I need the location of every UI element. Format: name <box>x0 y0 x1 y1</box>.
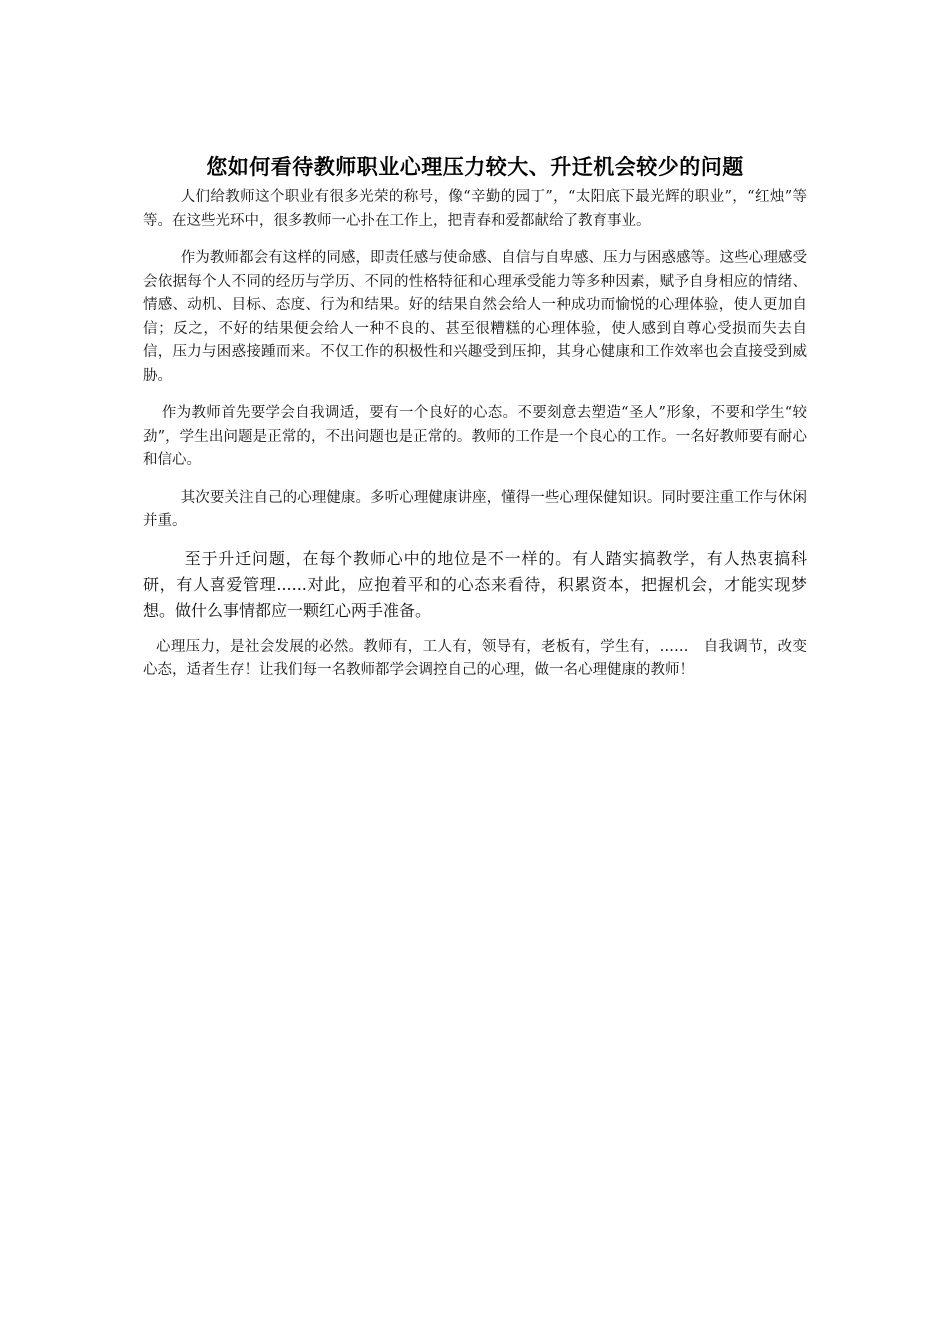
document-body <box>143 152 807 683</box>
paragraph-teacher-feelings: 作为教师都会有这样的同感，即责任感与使命感、自信与自卑感、压力与困惑感等。这些心理感受会依据每个人不同的经历与学历、不同的性格特征和心理承受能力等多种因素，赋予自身相应的情绪、情感、动机、目标、态度、行为和结果。好的结果自然会给人一种成功而愉悦的心理体验，使人更加自信；反之，不好的结果便会给人一种不良的、甚至很糟糕的心理体验，使人感到自尊心受损而失去自信，压力与困惑接踵而来。不仅工作的积极性和兴趣受到压抑，其身心健康和工作效率也会直接受到威胁。 <box>143 250 807 384</box>
paragraph-teacher-titles: 人们给教师这个职业有很多光荣的称号，像“辛勤的园丁”，“太阳底下最光辉的职业”，“红烛”等等。在这些光环中，很多教师一心扑在工作上，把青春和爱都献给了教育事业。 <box>143 189 807 229</box>
paragraph-self-adjustment: 作为教师首先要学会自我调适，要有一个良好的心态。不要刻意去塑造“圣人”形象，不要和学生“较劲”，学生出问题是正常的，不出问题也是正常的。教师的工作是一个良心的工作。一名好教师要有耐心和信心。 <box>143 405 807 468</box>
paragraph-mental-health: 其次要关注自己的心理健康。多听心理健康讲座，懂得一些心理保健知识。同时要注重工作与休闲并重。 <box>143 489 807 529</box>
paragraph-conclusion: 心理压力，是社会发展的必然。教师有，工人有，领导有，老板有，学生有，…… 自我调节，改变心态，适者生存！让我们每一名教师都学会调控自己的心理，做一名心理健康的教师！ <box>143 638 807 678</box>
document-title: 您如何看待教师职业心理压力较大、升迁机会较少的问题 <box>206 154 744 179</box>
paragraph-promotion: 至于升迁问题，在每个教师心中的地位是不一样的。有人踏实搞教学，有人热衷搞科研，有人喜爱管理......对此，应抱着平和的心态来看待，积累资本，把握机会，才能实现梦想。做什么事情都应一颗红心两手准备。 <box>143 548 807 620</box>
